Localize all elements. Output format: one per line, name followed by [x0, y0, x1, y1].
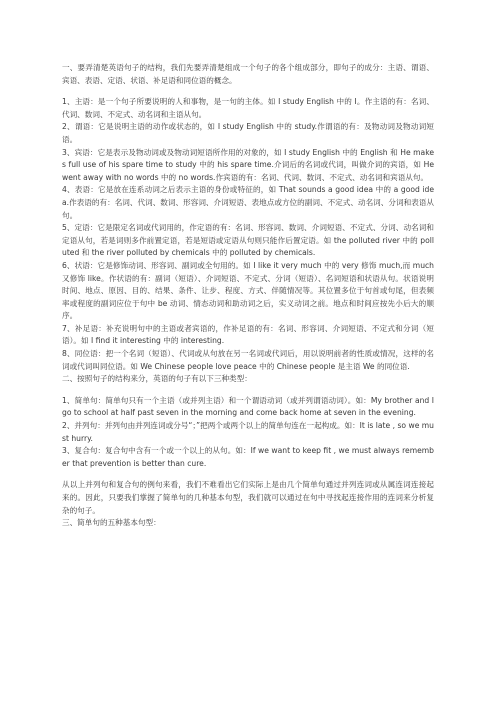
component-attribute: 5、定语：它是限定名词或代词用的，作定语的有：名词、形容词、数词、介词短语、不定式、分词、动名词和定语从句，若是词则多作前置定语，若是短语或定语从句则只能作后置定语。如 the polluted river 中的 polluted 和 the river polluted by chemicals 中的 polluted by chemicals.	[62, 223, 434, 258]
intro-paragraph: 一、要弄清楚英语句子的结构，我们先要弄清楚组成一个句子的各个组成部分，即句子的成分：主语、谓语、宾语、表语、定语、状语、补足语和同位语的概念。	[62, 63, 434, 85]
section-heading-sentence-types: 二、按照句子的结构来分，英语的句子有以下三种类型：	[62, 374, 252, 384]
component-predicate: 2、谓语：它是说明主语的动作或状态的，如 I study English 中的 study.作谓语的有：及物动词及物动词短语。	[62, 122, 434, 144]
component-appositive: 8、同位语：把一个名词（短语）、代词或从句放在另一名词或代词后，用以说明前者的性质或情况，这样的名词或代词叫同位语。如 We Chinese people love peace 中的 Chinese people 是主语 We 的同位语.	[62, 349, 434, 371]
document-page	[62, 62, 434, 530]
component-complement: 7、补足语：补充说明句中的主语或者宾语的，作补足语的有：名词、形容词、介词短语、不定式和分词（短语）。如 I find it interesting 中的 interesting.	[62, 323, 434, 346]
section-heading-basic-patterns: 三、简单句的五种基本句型：	[62, 518, 161, 528]
summary-paragraph: 从以上并列句和复合句的例句来看，我们不难看出它们实际上是由几个简单句通过并列连词或从属连词连接起来的。因此，只要我们掌握了简单句的几种基本句型，我们就可以通过在句中寻找起连接作用的连词来分析复杂的句子。	[62, 480, 434, 515]
component-adverbial: 6、状语：它是修饰动词、形容词、副词或全句用的。如 I like it very much 中的 very 修饰 much,而 much 又修饰 like。作状语的有：副词（短语）、介词短语、不定式、分词（短语）、名词短语和状语从句。状语说明时间、地点、原因、目的、结果、条件、让步、程度、方式、伴随情况等。其位置多位于句首或句尾，但表频率或程度的副词应位于句中 be 动词、情态动词和助动词之后，实义动词之前。地点和时间应按先小后大的顺序。	[62, 260, 434, 321]
type-simple-sentence: 1、简单句：简单句只有一个主语（或并列主语）和一个谓语动词（或并列谓语动词）。如：My brother and I go to school at half past seven in the morning and come back home at seven in the evening.	[62, 395, 434, 418]
type-complex-sentence: 3、复合句：复合句中含有一个或一个以上的从句。如：If we want to keep fit , we must always remember that prevention is better than cure.	[62, 446, 434, 468]
component-predicative: 4、表语：它是放在连系动词之后表示主语的身份或特征的，如 That sounds a good idea 中的 a good idea.作表语的有：名词、代词、数词、形容词、介词短语、表地点或方位的副词、不定式、动名词、分词和表语从句。	[62, 185, 434, 220]
type-compound-sentence: 2、并列句：并列句由并列连词或分号“；”把两个或两个以上的简单句连在一起构成。如：It is late , so we must hurry.	[62, 421, 434, 443]
component-subject: 1、主语：是一个句子所要说明的人和事物，是一句的主体。如 I study English 中的 I。作主语的有：名词、代词、数词、不定式、动名词和主语从句。	[62, 97, 434, 119]
component-object: 3、宾语：它是表示及物动词或及物动词短语所作用的对象的，如 I study English 中的 English 和 He makes full use of his spare time to study 中的 his spare time.介词后的名词或代词，叫做介词的宾语，如 He went away with no words 中的 no words.作宾语的有：名词、代词、数词、不定式、动名词和宾语从句。	[62, 147, 434, 182]
